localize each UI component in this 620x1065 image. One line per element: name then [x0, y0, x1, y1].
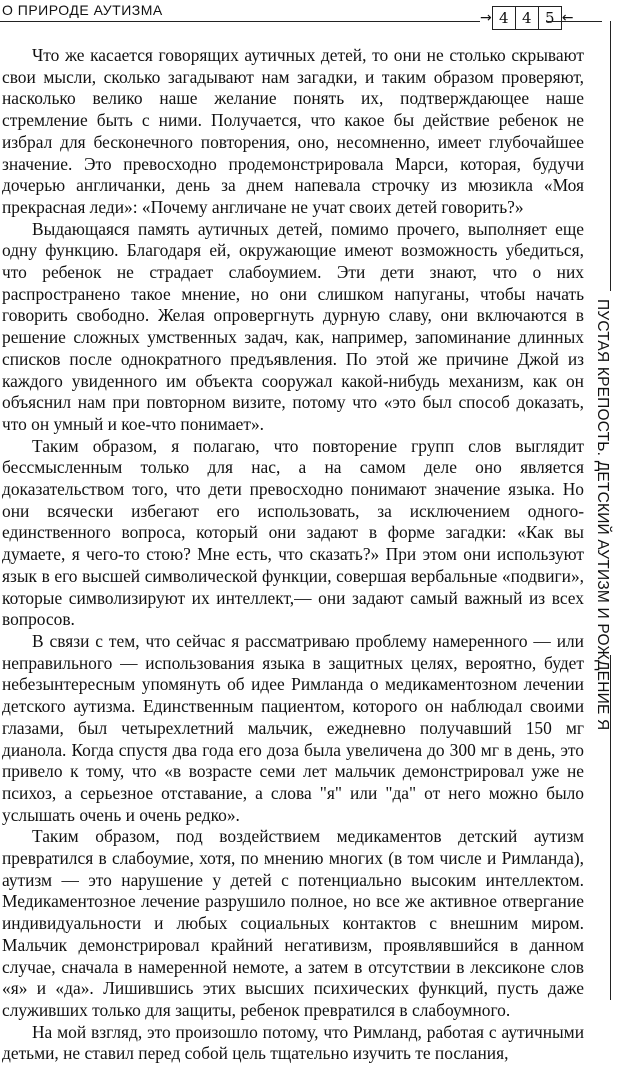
body-text	[2, 45, 584, 1065]
side-running-title: ПУСТАЯ КРЕПОСТЬ. ДЕТСКИЙ АУТИЗМ И РОЖДЕНИЕ Я	[594, 299, 611, 731]
side-rule-bottom	[610, 655, 611, 1000]
running-header	[0, 0, 620, 40]
paragraph: Что же касается говорящих аутичных детей, то они не столько скрывают свои мысли, сколько загадывают нам загадки, и таким образом проверяют, насколько велико наше желание понять их, подтверждающее наше стремление быть с ними. Получается, что какое бы действие ребенок не избрал для бесконечного повторения, оно, несомненно, имеет глубочайшее значение. Это превосходно продемонстрировала Марси, которая, будучи дочерью англичанки, день за днем напевала строчку из мюзикла «Моя прекрасная леди»: «Почему англичане не учат своих детей говорить?»	[2, 45, 584, 217]
page-digit-box: 4	[492, 6, 516, 30]
paragraph: Таким образом, я полагаю, что повторение групп слов выглядит бессмысленным только для нас, а на самом деле оно является доказательством того, что дети превосходно понимают значение языка. Но они всячески избегают его использовать, за исключением одного-единственного вопроса, который они задают в форме загадки: «Как вы думаете, я чего-то стою? Мне есть, что сказать?» При этом они используют язык в его высшей символической функции, совершая вербальные «подвиги», которые символизируют их интеллект,— они задают самый важный из всех вопросов.	[2, 435, 584, 630]
paragraph: На мой взгляд, это произошло потому, что Римланд, работая с аутичными детьми, не ставил перед собой цель тщательно изучить те послания,	[2, 1021, 584, 1064]
arrow-left-icon: ←	[561, 10, 574, 26]
page-digit-box: 5	[539, 6, 562, 30]
page-digit-box: 4	[516, 6, 539, 30]
side-rule-top	[610, 21, 611, 291]
paragraph: В связи с тем, что сейчас я рассматриваю проблему намеренного — или неправильного — использования языка в защитных целях, вероятно, будет небезынтересным упомянуть об идее Римланда о медикаментозном лечении детского аутизма. Единственным пациентом, которого он наблюдал своими глазами, был четырехлетний мальчик, ежедневно получавший 150 мг дианола. Когда спустя два года его доза была увеличена до 300 мг в день, это привело к тому, что «в возрасте семи лет мальчик демонстрировал уже не психоз, а серьезное отставание, а слова "я" или "да" от него можно было услышать очень и очень редко».	[2, 630, 584, 825]
header-title: О ПРИРОДЕ АУТИЗМА	[2, 2, 163, 18]
page-number-block	[480, 5, 573, 31]
paragraph: Таким образом, под воздействием медикаментов детский аутизм превратился в слабоумие, хотя, по мнению многих (в том числе и Римланда), аутизм — это нарушение у детей с потенциально высоким интеллектом. Медикаментозное лечение разрушило полное, но все же активное отвергание индивидуальности и любых социальных контактов с внешним миром. Мальчик демонстрировал крайний негативизм, проявлявшийся в данном случае, сначала в намеренной немоте, а затем в отсутствии в лексиконе слов «я» и «да». Лишившись этих высших психических функций, пусть даже служивших только для защиты, ребенок превратился в слабоумного.	[2, 826, 584, 1020]
header-rule-right	[546, 21, 602, 22]
header-rule	[0, 21, 480, 22]
paragraph: Выдающаяся память аутичных детей, помимо прочего, выполняет еще одну функцию. Благодаря ей, окружающие имеют возможность убедиться, что ребенок не страдает слабоумием. Эти дети знают, что о них распространено такое мнение, но они слишком напуганы, чтобы начать говорить свободно. Желая опровергнуть дурную славу, они включаются в решение сложных умственных задач, как, например, запоминание длинных списков после однократного предъявления. По этой же причине Джой из каждого увиденного им объекта сооружал какой-нибудь механизм, как он объяснил нам при повторном визите, потому что «это был способ доказать, что он умный и кое-что понимает».	[2, 218, 584, 434]
arrow-right-icon: →	[480, 10, 492, 26]
